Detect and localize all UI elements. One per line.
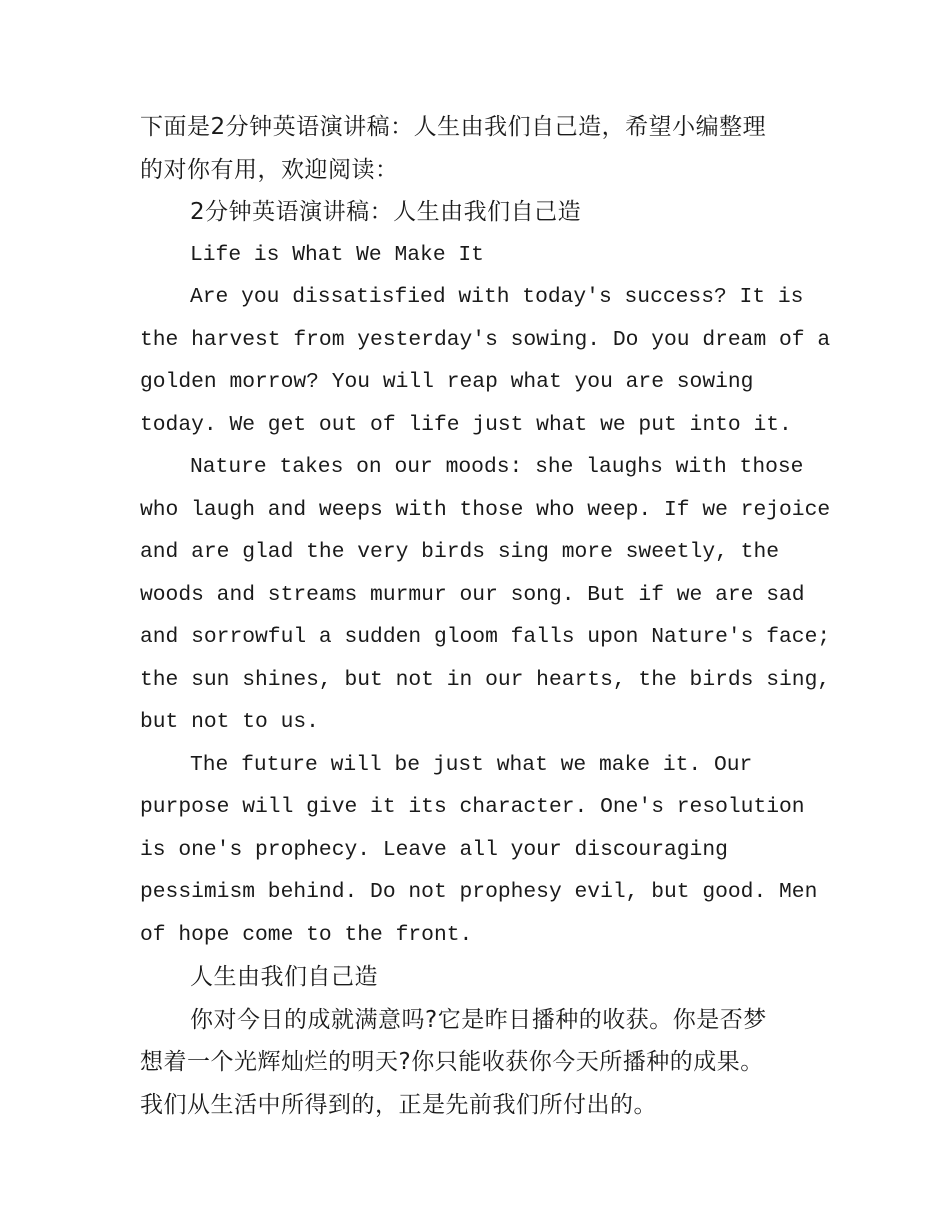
title-en: Life is What We Make It <box>190 242 484 267</box>
title-cn: 人生由我们自己造 <box>190 964 378 990</box>
paragraph-2-line-2: who laugh and weeps with those who weep. If we rejoice <box>140 497 831 522</box>
intro-line-2: 的对你有用，欢迎阅读： <box>140 156 399 183</box>
heading-cn: 2分钟英语演讲稿：人生由我们自己造 <box>190 199 582 225</box>
intro-line-1: 下面是2分钟英语演讲稿：人生由我们自己造，希望小编整理 <box>140 114 767 140</box>
paragraph-2-line-4: woods and streams murmur our song. But if we are sad <box>140 582 805 607</box>
paragraph-3-line-1: The future will be just what we make it. Our <box>190 752 753 777</box>
paragraph-2-line-7: but not to us. <box>140 710 319 734</box>
paragraph-3-line-3: is one's prophecy. Leave all your discouraging <box>140 837 728 862</box>
paragraph-3-line-4: pessimism behind. Do not prophesy evil, but good. Men <box>140 880 818 904</box>
paragraph-1-line-2: the harvest from yesterday's sowing. Do you dream of a <box>140 327 831 352</box>
paragraph-1-line-3: golden morrow? You will reap what you are sowing <box>140 370 754 394</box>
paragraph-2-line-1: Nature takes on our moods: she laughs with those <box>190 455 804 479</box>
paragraph-2-line-5: and sorrowful a sudden gloom falls upon Nature's face; <box>140 625 831 649</box>
paragraph-3-line-5: of hope come to the front. <box>140 922 473 947</box>
paragraph-2-line-3: and are glad the very birds sing more sweetly, the <box>140 540 780 564</box>
paragraph-cn-line-1: 你对今日的成就满意吗?它是昨日播种的收获。你是否梦 <box>190 1006 767 1033</box>
paragraph-cn-line-3: 我们从生活中所得到的，正是先前我们所付出的。 <box>140 1091 657 1118</box>
document-body <box>140 106 831 1126</box>
paragraph-1-line-4: today. We get out of life just what we put into it. <box>140 412 792 437</box>
paragraph-1-line-1: Are you dissatisfied with today's success? It is <box>190 285 804 309</box>
paragraph-2-line-6: the sun shines, but not in our hearts, the birds sing, <box>140 667 831 692</box>
paragraph-cn-line-2: 想着一个光辉灿烂的明天?你只能收获你今天所播种的成果。 <box>140 1049 764 1075</box>
paragraph-3-line-2: purpose will give it its character. One's resolution <box>140 795 805 819</box>
